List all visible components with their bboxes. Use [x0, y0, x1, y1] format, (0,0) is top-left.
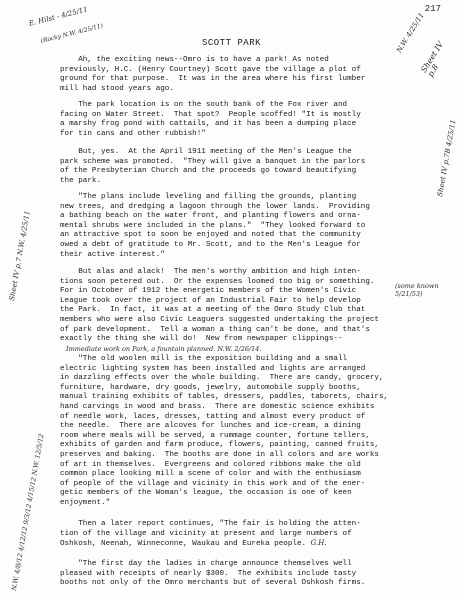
handwritten-note-left-margin-1: Sheet IV p.7 N.W. 4/25/11: [8, 210, 32, 302]
paragraph-2: The park location is on the south bank of the Fox river and facing on Water Street. That spot? People scoffed! "It is mostly a marshy frog pond with cattails, and it has been a dumping place for tin cans and other rubbish!": [60, 101, 361, 138]
handwritten-note-top-left: E. Hilst - 4/25/11: [28, 5, 89, 28]
handwritten-initials: G.H.: [310, 539, 327, 548]
paragraph-1: Ah, the exciting news--Omro is to have a park! As noted previously, H.C. (Henry Courtney) Scott gave the village a plot of ground for that purpose. It was in the area where his first lumber mill had stood years ago.: [60, 56, 366, 93]
handwritten-note-top-left-2: (Rocky N.W. 4/25/11): [40, 22, 104, 45]
paragraph-6: "The old woolen mill is the exposition building and a small electric lighting system has been installed and lights are arranged in dazzling effects over the whole building. There are candy, grocery, furniture, hardware, dry goods, jewelry, automobile supply booths, manual training exhibits of tables, dressers, paddles, taborets, chairs, hand carvings in wood and brass. There are domestic science exhibits of needle work, laces, dresses, tatting and almost every product of the needle. There are alcoves for lunches and ice-cream, a dining room where meals will be served, a rummage counter, fortune tellers, exhibits of garden and farm produce, flowers, painting, canned fruits, preserves and baking. The booths are done in all colors and are works of art in themselves. Evergreens and colored ribbons make the old common place looking mill a scene of color and with the enthusiasm of people of the village and vicinity in this work and of the ener- getic members of the Woman's league, the occasion is one of keen enjoyment.": [60, 355, 389, 507]
page-title: SCOTT PARK: [201, 38, 261, 48]
paragraph-3: But, yes. At the April 1911 meeting of the Men's League the park scheme was promoted. "They will give a banquet in the parlors of the Presbyterian Church and the proceeds go toward beautifying the park.: [60, 148, 366, 185]
paragraph-8: "The first day the ladies in charge announce themselves well pleased with receipts of nearly $300. The exhibits include tasty booths not only of the Omro merchants but of several Oshkosh firms.: [60, 560, 366, 588]
paragraph-7: Then a later report continues, "The fair is holding the atten- tion of the village and vicinity at present and large numbers of Oshkosh, Neenah, Winneconne, Waukau and Eureka people. G.H.: [60, 520, 361, 549]
handwritten-interlinear-note: Immediate work on Park, a fountain planned. N.W. 2/26/14.: [66, 345, 262, 353]
handwritten-note-top-right-1: N.W. 4/25/11: [395, 11, 426, 55]
handwritten-note-top-right-2: Sheet IV p.8: [419, 39, 446, 79]
handwritten-note-right-margin: Sheet IV p.7B 4/25/11: [436, 119, 458, 198]
handwritten-note-study-club: (some known 5/21/53): [395, 282, 439, 298]
handwritten-note-left-margin-2: N.W. 4/8/12 4/12/12 9/3/12 4/15/12 N.W. 12/5/12: [10, 433, 46, 592]
paragraph-4: "The plans include leveling and filling the grounds, planting new trees, and dredging a lagoon through the lower lands. Providing a bathing beach on the water front, and planting flowers and orna- mental shrubs were included in the plans." "They looked forward to an attractive spot to soon be enjoyed and noted that the community owed a debt of gratitude to Mr. Scott, and to the Men's League for their active interest.": [60, 193, 370, 259]
page-number: 217: [424, 4, 441, 14]
paragraph-5: But alas and alack! The men's worthy ambition and high inten- tions soon petered out. Or the expenses loomed too big or something. For in October of 1912 the energetic members of the Women's Civic League took over the project of an Industrial Fair to help develop the Park. In fact, it was at a meeting of the Omro Study Club that members who were also Civic Leaguers suggested undertaking the project of park development. Tell a woman a thing can't be done, and that's exactly the thing she will do! New from newspaper clippings--: [60, 268, 379, 344]
